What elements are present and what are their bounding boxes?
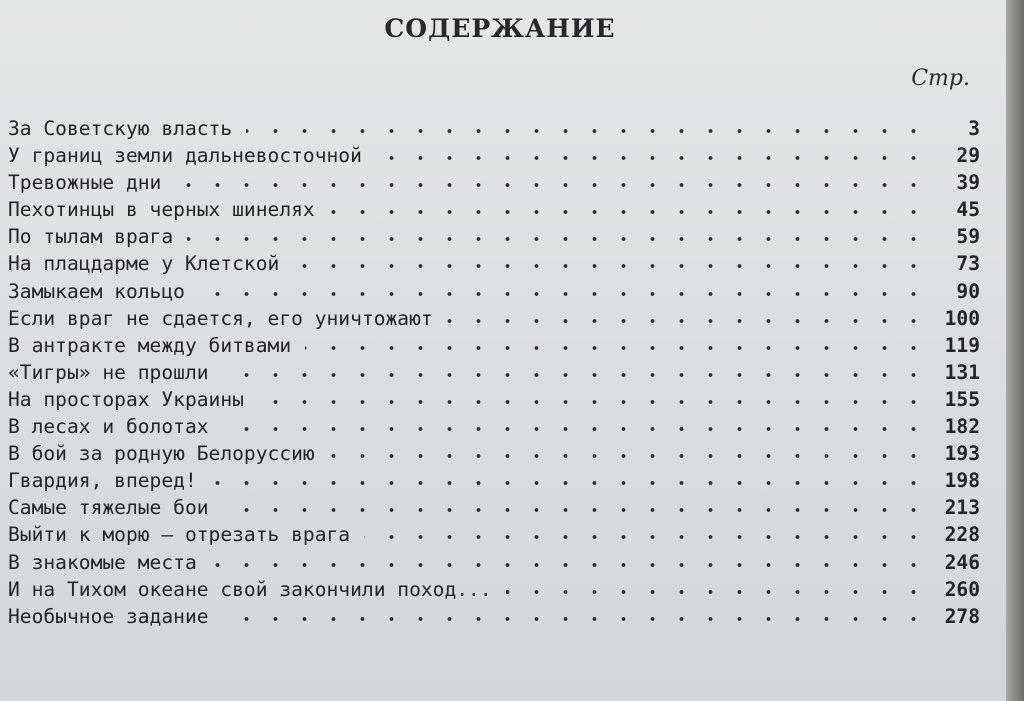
- page-column-label: Стр.: [911, 66, 970, 91]
- toc-entry-title: Выйти к морю — отрезать врага: [8, 523, 351, 547]
- toc-entry: [8, 549, 988, 576]
- toc-entry-title: По тылам врага: [8, 225, 174, 249]
- toc-entry-title: У границ земли дальневосточной: [8, 144, 362, 168]
- page-edge: [1006, 0, 1024, 701]
- toc-entry: [8, 250, 988, 277]
- toc-entry: [8, 440, 988, 467]
- toc-entry-page: 73: [956, 252, 980, 276]
- toc-entry: [8, 413, 988, 440]
- toc-entry-title: Замыкаем кольцо: [8, 279, 185, 303]
- toc-entry-title: Необычное задание: [8, 604, 209, 628]
- leader-dots: [293, 264, 928, 268]
- toc-entry: [8, 115, 988, 142]
- toc-entry-page: 119: [944, 333, 980, 357]
- toc-entry-page: 29: [956, 144, 980, 168]
- toc-entry-page: 131: [944, 360, 980, 384]
- toc-entry-page: 198: [944, 469, 980, 493]
- toc-entry-title: В антракте между битвами: [8, 333, 292, 357]
- leader-dots: [506, 590, 928, 594]
- toc-entry: [8, 278, 988, 305]
- toc-entry: [8, 169, 988, 196]
- leader-dots: [305, 346, 928, 350]
- toc-entry-title: Пехотинцы в черных шинелях: [8, 198, 315, 222]
- toc-entry-page: 59: [956, 225, 980, 249]
- toc-entry-title: В бой за родную Белоруссию: [8, 442, 315, 466]
- toc-entry-page: 45: [956, 198, 980, 222]
- toc-entry: [8, 223, 988, 250]
- toc-entry-page: 278: [944, 604, 980, 628]
- toc-entry-title: Самые тяжелые бои: [8, 496, 209, 520]
- toc-entry-page: 213: [944, 496, 980, 520]
- toc-entry: [8, 521, 988, 548]
- leader-dots: [246, 129, 928, 133]
- leader-dots: [187, 237, 928, 241]
- leader-dots: [258, 400, 928, 404]
- leader-dots: [223, 508, 928, 512]
- toc-entry: [8, 603, 988, 630]
- leader-dots: [211, 481, 928, 485]
- toc-entry-title: На просторах Украины: [8, 387, 244, 411]
- toc-entry-page: 260: [944, 577, 980, 601]
- toc-entry-page: 228: [944, 523, 980, 547]
- toc-entry: [8, 359, 988, 386]
- toc-entry: [8, 576, 988, 603]
- contents-heading: СОДЕРЖАНИЕ: [384, 14, 616, 43]
- toc-entry: [8, 332, 988, 359]
- toc-entry-page: 182: [944, 415, 980, 439]
- toc-entry-title: Если враг не сдается, его уничтожают: [8, 306, 433, 330]
- leader-dots: [199, 292, 928, 296]
- toc-entry: [8, 196, 988, 223]
- toc-entry-page: 193: [944, 442, 980, 466]
- toc-entry-title: В знакомые места: [8, 550, 197, 574]
- toc-entry-page: 246: [944, 550, 980, 574]
- toc-entry: [8, 467, 988, 494]
- toc-entry-title: «Тигры» не прошли: [8, 360, 209, 384]
- toc-entry-page: 155: [944, 387, 980, 411]
- toc-entry-title: И на Тихом океане свой закончили поход...: [8, 577, 492, 601]
- toc-entry-title: Гвардия, вперед!: [8, 469, 197, 493]
- toc-entry-page: 39: [956, 171, 980, 195]
- leader-dots: [211, 563, 928, 567]
- toc-entry: [8, 386, 988, 413]
- leader-dots: [175, 183, 928, 187]
- leader-dots: [364, 535, 928, 539]
- toc-entry-title: В лесах и болотах: [8, 415, 209, 439]
- leader-dots: [376, 156, 928, 160]
- table-of-contents: [8, 115, 988, 630]
- toc-entry: [8, 142, 988, 169]
- leader-dots: [329, 454, 928, 458]
- toc-entry-page: 3: [968, 117, 980, 140]
- toc-entry-title: На плацдарме у Клетской: [8, 252, 280, 276]
- leader-dots: [223, 373, 928, 377]
- toc-entry-title: Тревожные дни: [8, 171, 162, 195]
- leader-dots: [447, 319, 928, 323]
- toc-entry-title: За Советскую власть: [8, 117, 233, 140]
- toc-entry-page: 90: [956, 279, 980, 303]
- toc-entry: [8, 494, 988, 521]
- toc-entry: [8, 305, 988, 332]
- leader-dots: [223, 427, 928, 431]
- leader-dots: [329, 210, 928, 214]
- leader-dots: [223, 617, 928, 621]
- toc-entry-page: 100: [944, 306, 980, 330]
